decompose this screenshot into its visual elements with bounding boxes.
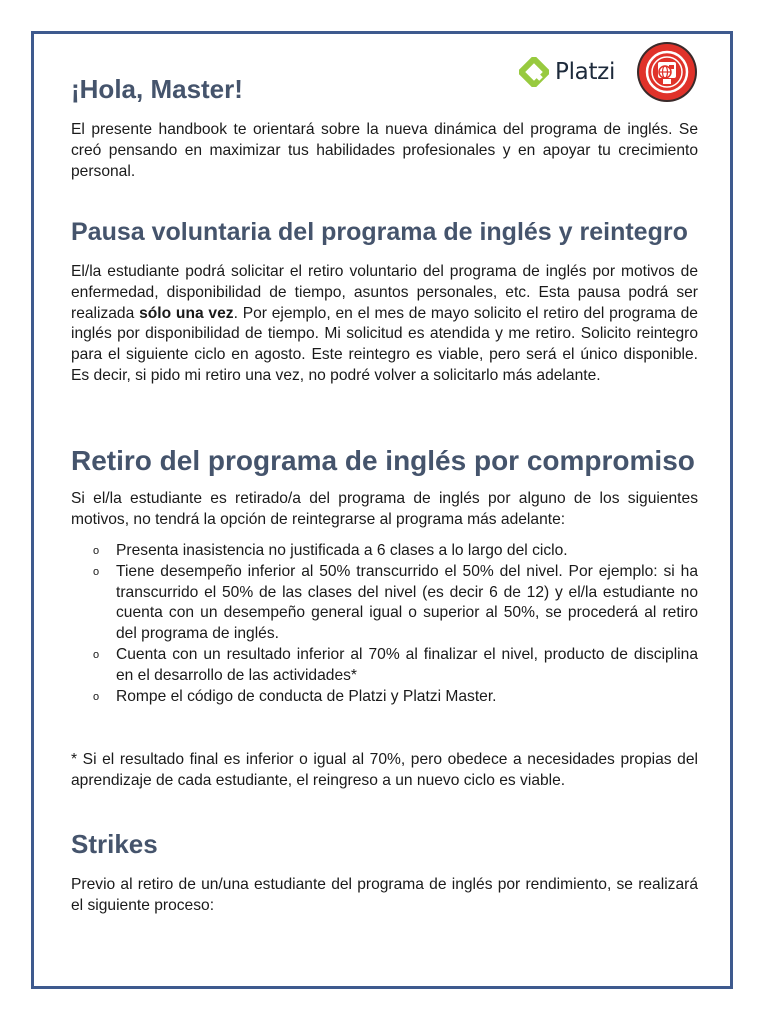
platzi-logo-text: Platzi — [555, 59, 616, 85]
list-item-text: Rompe el código de conducta de Platzi y Platzi Master. — [116, 687, 497, 705]
list-item — [71, 687, 698, 708]
pausa-section-title: Pausa voluntaria del programa de inglés y reintegro — [71, 218, 688, 246]
pausa-text-before: El/la estudiante podrá solicitar el retiro voluntario del programa de inglés por motivos de enfermedad, disponibilidad de tiempo, asuntos personales, etc. Esta pausa podrá ser realizada — [71, 263, 698, 322]
bullet-marker-icon: o — [93, 690, 100, 703]
bullet-marker-icon: o — [93, 545, 100, 557]
bullet-marker-icon: o — [93, 565, 100, 578]
greeting-paragraph: El presente handbook te orientará sobre la nueva dinámica del programa de inglés. Se creó pensando en maximizar tus habilidades profesionales y en apoyar tu crecimiento personal. — [71, 121, 698, 180]
retiro-intro-paragraph: Si el/la estudiante es retirado/a del programa de inglés por alguno de los siguientes motivos, no tendrá la opción de reintegrarse al programa más adelante: — [71, 490, 698, 528]
retiro-footnote: * Si el resultado final es inferior o igual al 70%, pero obedece a necesidades propias del aprendizaje de cada estudiante, el reingreso a un nuevo ciclo es viable. — [71, 751, 698, 789]
retiro-reasons-list — [71, 541, 698, 707]
strikes-paragraph: Previo al retiro de un/una estudiante del programa de inglés por rendimiento, se realizará el siguiente proceso: — [71, 876, 698, 914]
list-item — [71, 541, 698, 562]
pausa-text-after: . Por ejemplo, en el mes de mayo solicito el retiro del programa de inglés por disponibilidad de tiempo. Mi solicitud es atendida y me retiro. Solicito reintegro para el siguiente ciclo en agosto. Este reintegro es viable, pero será el único disponible. Es decir, si pido mi retiro una vez, no podré volver a solicitarlo más adelante. — [71, 304, 698, 384]
platzi-logo-icon — [519, 57, 549, 87]
list-item-text: Cuenta con un resultado inferior al 70% al finalizar el nivel, producto de disciplina en el desarrollo de las actividades* — [116, 645, 698, 684]
list-item-text: Tiene desempeño inferior al 50% transcurrido el 50% del nivel. Por ejemplo: si ha transcurrido el 50% de las clases del nivel (es decir 6 de 12) y el/la estudiante no cuenta con un desempeño general igual o superior al 50%, se procederá al retiro del programa de inglés. — [116, 562, 698, 643]
list-item-text: Presenta inasistencia no justificada a 6 clases a lo largo del ciclo. — [116, 542, 568, 559]
list-item — [71, 562, 698, 645]
list-item — [71, 645, 698, 687]
pausa-paragraph — [71, 262, 698, 387]
greeting-title: ¡Hola, Master! — [71, 74, 243, 104]
platzi-master-english-badge-icon — [636, 41, 698, 103]
retiro-section-title: Retiro del programa de inglés por compromiso — [71, 445, 695, 476]
pausa-text-bold: sólo una vez — [139, 304, 234, 322]
bullet-marker-icon: o — [93, 648, 100, 661]
platzi-logo — [519, 54, 615, 90]
strikes-section-title: Strikes — [71, 829, 158, 859]
